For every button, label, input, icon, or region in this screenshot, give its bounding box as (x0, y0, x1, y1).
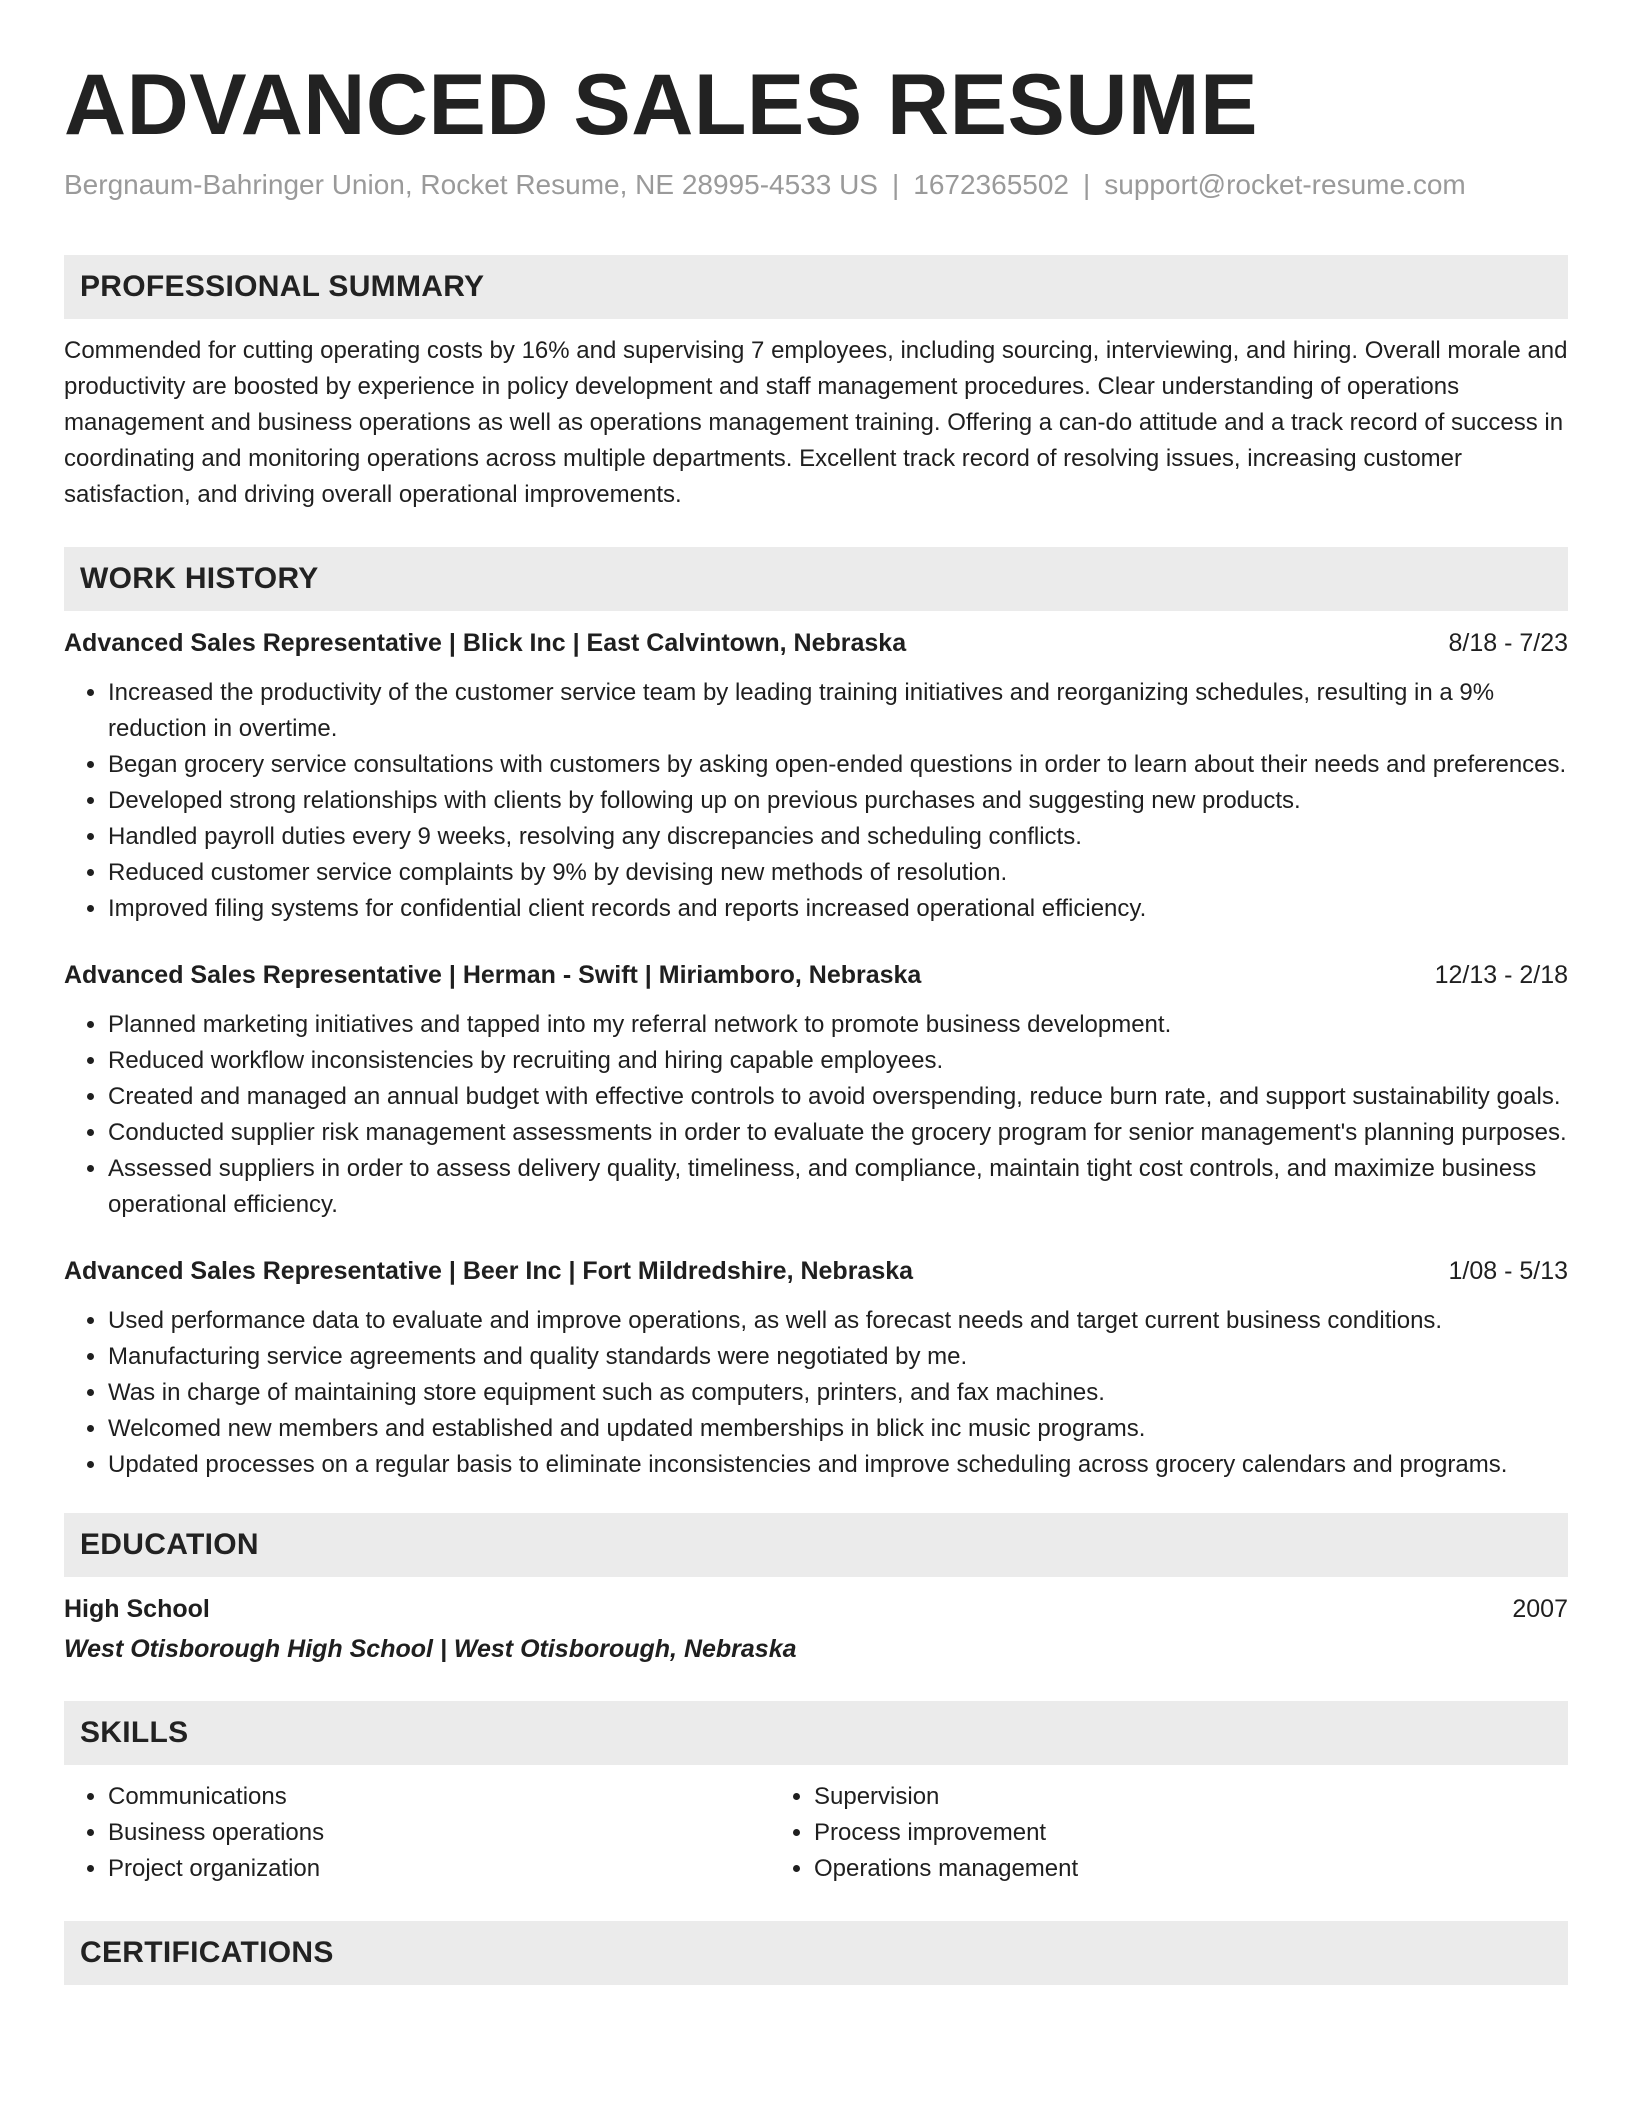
job-bullets (64, 1007, 1568, 1223)
education-year: 2007 (1512, 1595, 1568, 1624)
list-item: • Updated processes on a regular basis to eliminate inconsistencies and improve scheduling across grocery calendars and programs. (108, 1447, 1568, 1483)
list-item: • Improved filing systems for confidential client records and reports increased operational efficiency. (108, 891, 1568, 927)
list-item: • Planned marketing initiatives and tapped into my referral network to promote business development. (108, 1007, 1568, 1043)
section-header-education (64, 1513, 1568, 1577)
summary-text: Commended for cutting operating costs by 16% and supervising 7 employees, including sourcing, interviewing, and hiring. Overall morale and productivity are boosted by experience in policy development and staff management procedures. Clear understanding of operations management and business operations as well as operations management training. Offering a can-do attitude and a track record of success in coordinating and monitoring operations across multiple departments. Excellent track record of resolving issues, increasing customer satisfaction, and driving overall operational improvements. (64, 337, 1568, 509)
education-header (64, 1591, 1568, 1627)
job-title: Advanced Sales Representative | Herman - Swift | Miriamboro, Nebraska (64, 961, 922, 990)
skill-item: • Supervision (814, 1779, 1568, 1815)
section-header-certifications (64, 1921, 1568, 1985)
job-title: Advanced Sales Representative | Blick Inc | East Calvintown, Nebraska (64, 629, 907, 658)
list-item: • Welcomed new members and established and updated memberships in blick inc music programs. (108, 1411, 1568, 1447)
list-item: • Handled payroll duties every 9 weeks, resolving any discrepancies and scheduling conflicts. (108, 819, 1568, 855)
skills-column-right (772, 1779, 1568, 1887)
section-heading: EDUCATION (80, 1528, 259, 1562)
list-item: • Created and managed an annual budget with effective controls to avoid overspending, reduce burn rate, and support sustainability goals. (108, 1079, 1568, 1115)
skill-item: • Business operations (108, 1815, 772, 1851)
job-dates: 12/13 - 2/18 (1434, 961, 1568, 990)
contact-separator: | (1083, 168, 1091, 200)
job-dates: 1/08 - 5/13 (1448, 1257, 1568, 1286)
job-bullets (64, 1303, 1568, 1483)
section-heading: PROFESSIONAL SUMMARY (80, 270, 485, 304)
section-header-work-history (64, 547, 1568, 611)
job-bullets (64, 675, 1568, 927)
list-item: • Increased the productivity of the customer service team by leading training initiatives and reorganizing schedules, resulting in a 9% reduction in overtime. (108, 675, 1568, 747)
list-item: • Reduced workflow inconsistencies by recruiting and hiring capable employees. (108, 1043, 1568, 1079)
job-dates: 8/18 - 7/23 (1448, 629, 1568, 658)
job-header (64, 957, 1568, 993)
skill-item: • Operations management (814, 1851, 1568, 1887)
job-entry (64, 957, 1568, 1223)
list-item: • Developed strong relationships with clients by following up on previous purchases and suggesting new products. (108, 783, 1568, 819)
section-heading: SKILLS (80, 1716, 189, 1750)
resume-page (64, 0, 1568, 1985)
list-item: • Began grocery service consultations with customers by asking open-ended questions in order to learn about their needs and preferences. (108, 747, 1568, 783)
list-item: • Manufacturing service agreements and quality standards were negotiated by me. (108, 1339, 1568, 1375)
job-header (64, 1253, 1568, 1289)
list-item: • Was in charge of maintaining store equipment such as computers, printers, and fax machines. (108, 1375, 1568, 1411)
list-item: • Conducted supplier risk management assessments in order to evaluate the grocery program for senior management's planning purposes. (108, 1115, 1568, 1151)
job-title: Advanced Sales Representative | Beer Inc | Fort Mildredshire, Nebraska (64, 1257, 914, 1286)
job-header (64, 625, 1568, 661)
contact-line (64, 167, 1568, 203)
resume-title: ADVANCED SALES RESUME (64, 57, 1258, 153)
contact-phone: 1672365502 (913, 168, 1069, 200)
education-school: West Otisborough High School | West Otisborough, Nebraska (64, 1635, 797, 1664)
job-entry (64, 625, 1568, 927)
section-header-summary (64, 255, 1568, 319)
skill-item: • Communications (108, 1779, 772, 1815)
section-heading: WORK HISTORY (80, 562, 319, 596)
list-item: • Reduced customer service complaints by 9% by devising new methods of resolution. (108, 855, 1568, 891)
section-header-skills (64, 1701, 1568, 1765)
skills-column-left (64, 1779, 772, 1887)
skills-list (64, 1779, 1568, 1887)
contact-email: support@rocket-resume.com (1104, 168, 1466, 200)
job-entry (64, 1253, 1568, 1483)
contact-separator: | (891, 168, 900, 200)
contact-address: Bergnaum-Bahringer Union, Rocket Resume, NE 28995-4533 US (64, 168, 878, 200)
skill-item: • Project organization (108, 1851, 772, 1887)
education-entry (64, 1591, 1568, 1667)
skill-item: • Process improvement (814, 1815, 1568, 1851)
list-item: • Assessed suppliers in order to assess delivery quality, timeliness, and compliance, maintain tight cost controls, and maximize business operational efficiency. (108, 1151, 1568, 1223)
list-item: • Used performance data to evaluate and improve operations, as well as forecast needs and target current business conditions. (108, 1303, 1568, 1339)
section-heading: CERTIFICATIONS (80, 1936, 334, 1970)
education-degree: High School (64, 1595, 210, 1624)
